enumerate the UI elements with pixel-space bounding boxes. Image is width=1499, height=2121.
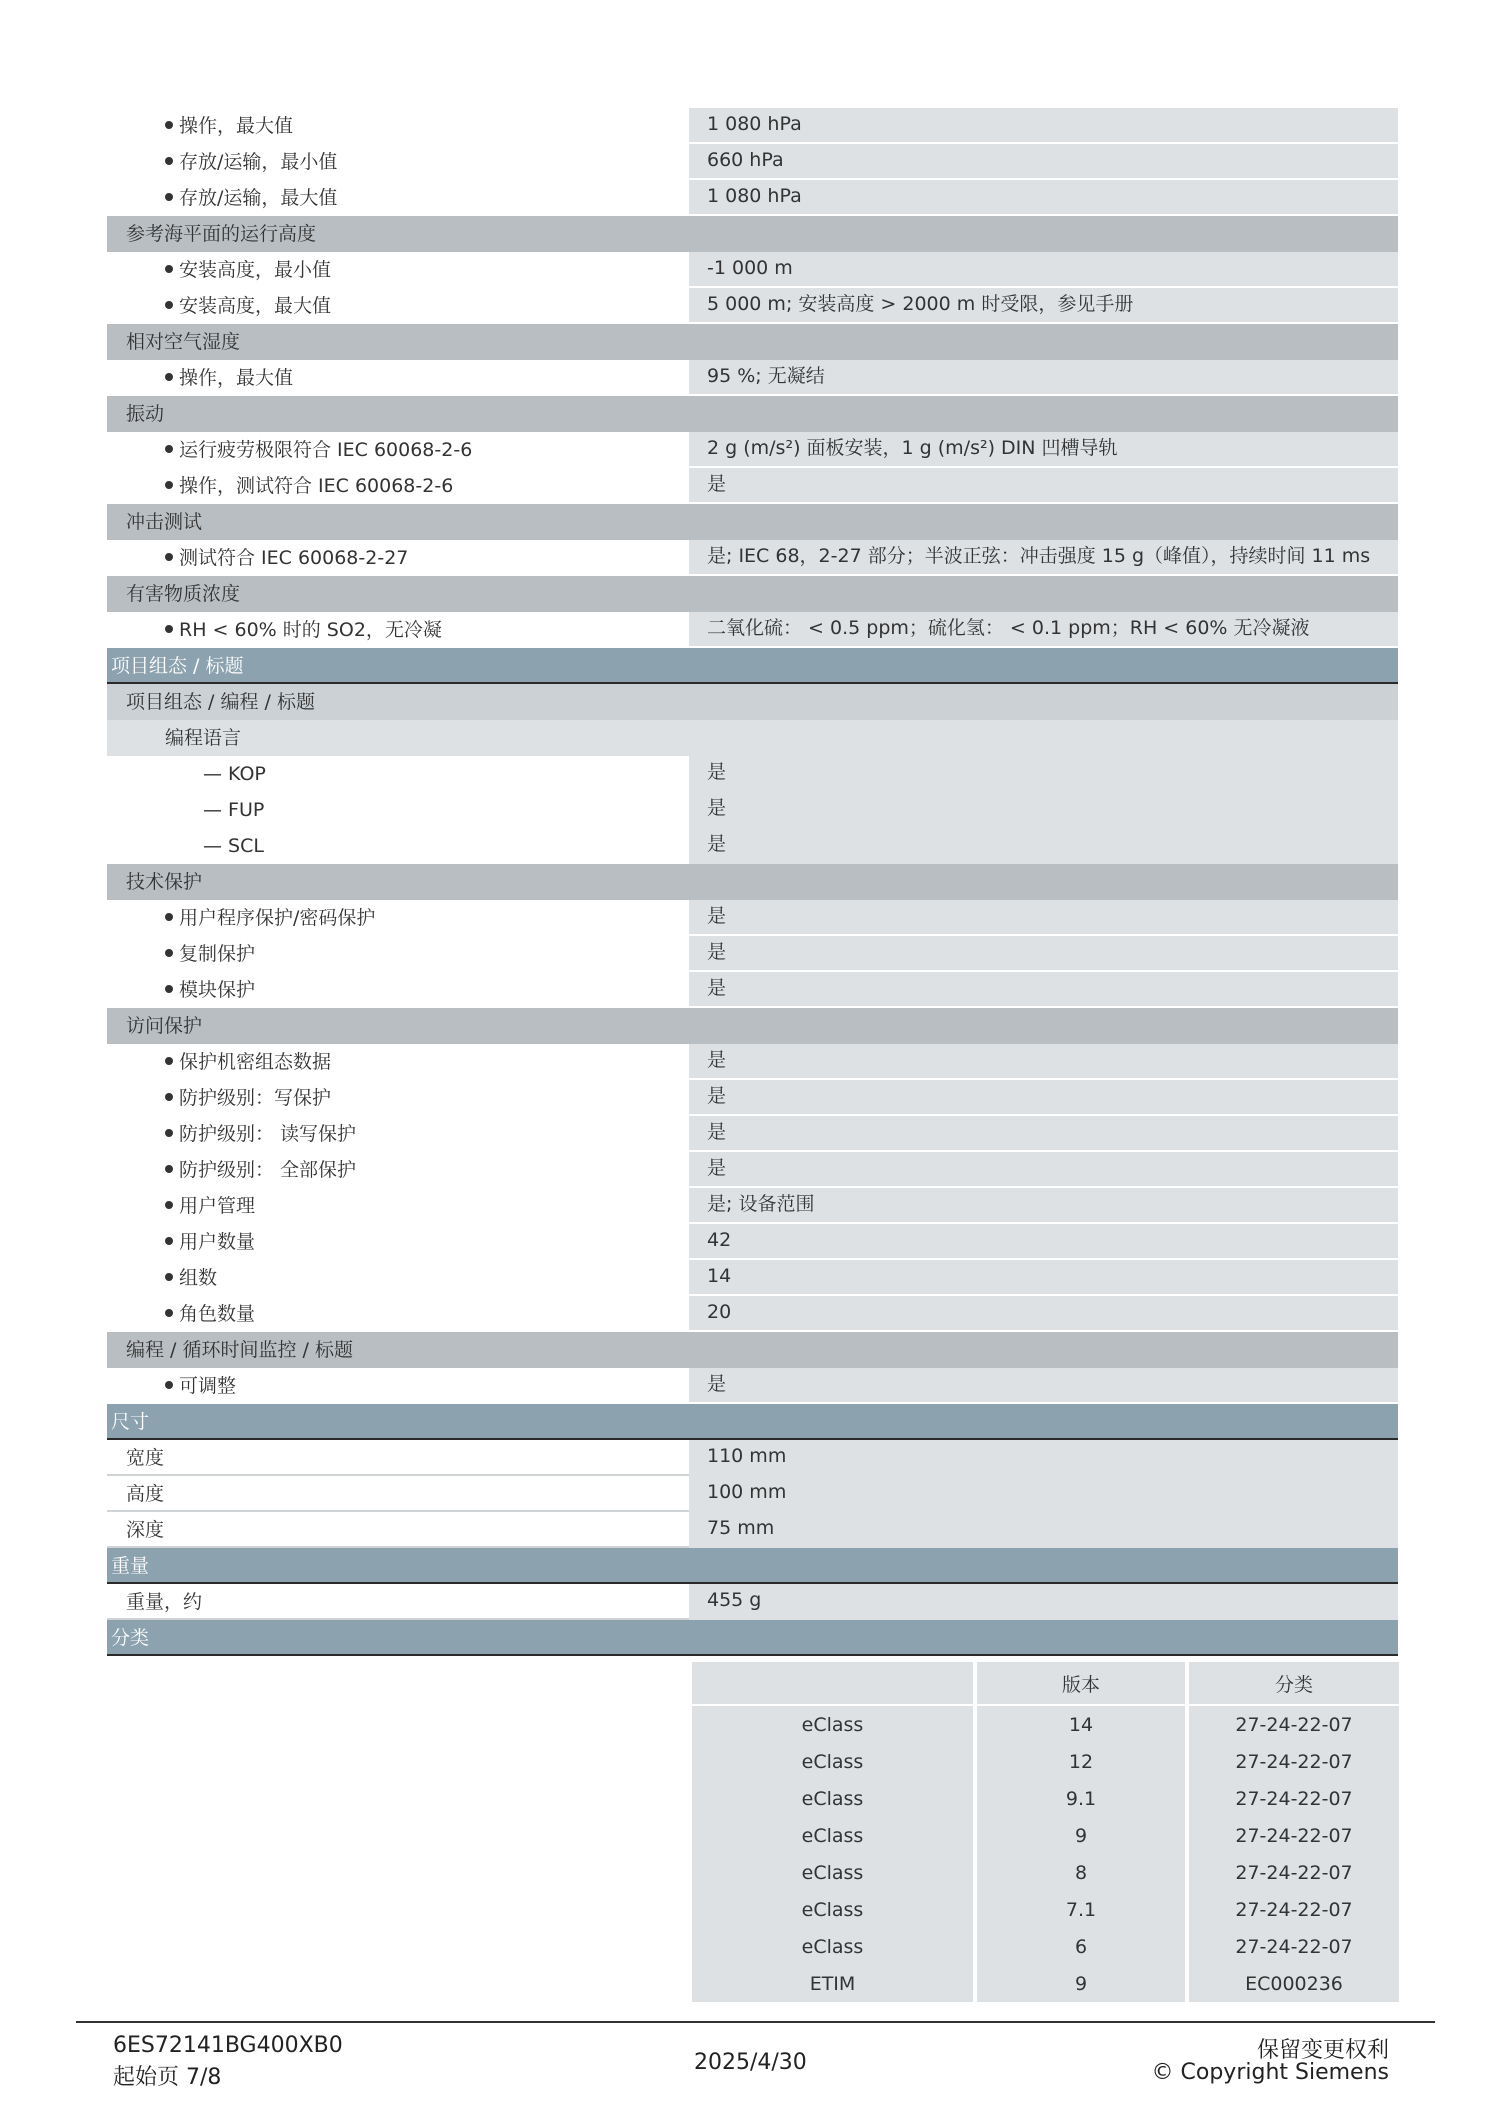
bullet-icon (165, 1129, 173, 1137)
spec-label (107, 648, 1398, 682)
spec-label (107, 828, 689, 864)
classification-header-cell: 分类 (1187, 1662, 1399, 1705)
footer-divider (76, 2021, 1435, 2023)
spec-row (107, 432, 1398, 468)
spec-row (107, 1116, 1398, 1152)
spec-row (107, 144, 1398, 180)
spec-row (107, 972, 1398, 1008)
spec-value: 110 mm (689, 1440, 1398, 1476)
spec-label (107, 1044, 689, 1078)
spec-value: 1 080 hPa (689, 180, 1398, 214)
bullet-icon (165, 625, 173, 633)
bullet-icon (165, 985, 173, 993)
spec-value: 95 %; 无凝结 (689, 360, 1398, 394)
spec-label (107, 144, 689, 178)
section-header (107, 1404, 1398, 1440)
spec-label-text: 用户数量 (179, 1231, 256, 1253)
spec-value: 42 (689, 1224, 1398, 1258)
bullet-icon (165, 1165, 173, 1173)
classification-cell: 27-24-22-07 (1187, 1817, 1399, 1854)
spec-label (107, 756, 689, 792)
classification-cell: 12 (975, 1743, 1187, 1780)
bullet-icon (165, 1309, 173, 1317)
classification-cell: ETIM (692, 1965, 975, 2002)
spec-value: 是 (689, 972, 1398, 1006)
spec-sheet (107, 108, 1398, 1656)
spec-label (107, 180, 689, 214)
spec-label (107, 360, 689, 394)
classification-cell: 8 (975, 1854, 1187, 1891)
classification-cell: 9 (975, 1817, 1187, 1854)
classification-cell: eClass (692, 1817, 975, 1854)
spec-label-text: 振动 (126, 403, 165, 425)
classification-cell: 27-24-22-07 (1187, 1705, 1399, 1743)
spec-label-text: 宽度 (126, 1447, 165, 1469)
spec-row (107, 792, 1398, 828)
spec-row (107, 252, 1398, 288)
section-header (107, 1620, 1398, 1656)
bullet-icon (165, 1381, 173, 1389)
spec-label-text: 运行疲劳极限符合 IEC 60068-2-6 (179, 439, 473, 461)
spec-row (107, 1584, 1398, 1620)
spec-value: 是 (689, 1080, 1398, 1114)
bullet-icon (165, 157, 173, 165)
spec-label (107, 936, 689, 970)
footer-rights: 保留变更权利 (1256, 2038, 1389, 2063)
spec-label-text: 保护机密组态数据 (179, 1051, 332, 1073)
spec-label-text: 测试符合 IEC 60068-2-27 (179, 547, 409, 569)
spec-label (107, 1296, 689, 1330)
classification-cell: 7.1 (975, 1891, 1187, 1928)
bullet-icon (165, 553, 173, 561)
classification-row (692, 1743, 1399, 1780)
spec-row (107, 180, 1398, 216)
group-header (107, 1008, 1398, 1044)
spec-value: 20 (689, 1296, 1398, 1330)
spec-label (107, 324, 1398, 360)
spec-label (107, 1548, 1398, 1582)
spec-value: 1 080 hPa (689, 108, 1398, 142)
spec-label-text: 技术保护 (126, 871, 203, 893)
spec-value: 是 (689, 1044, 1398, 1078)
spec-label-text: 防护级别： 读写保护 (179, 1123, 357, 1145)
spec-value: 二氧化硫： < 0.5 ppm；硫化氢： < 0.1 ppm；RH < 60% 无冷凝液 (689, 612, 1398, 646)
bullet-icon (165, 1057, 173, 1065)
spec-row (107, 936, 1398, 972)
classification-cell: eClass (692, 1743, 975, 1780)
spec-label-text: 参考海平面的运行高度 (126, 223, 317, 245)
spec-label-text: 尺寸 (111, 1411, 150, 1433)
spec-value (689, 720, 1398, 756)
spec-label-text: 重量 (111, 1555, 150, 1577)
spec-label (107, 396, 1398, 432)
group-header (107, 396, 1398, 432)
bullet-icon (165, 373, 173, 381)
spec-label-text: 用户管理 (179, 1195, 256, 1217)
group-header (107, 216, 1398, 252)
classification-cell: 6 (975, 1928, 1187, 1965)
spec-row (107, 1440, 1398, 1476)
spec-label-text: 项目组态 / 编程 / 标题 (126, 691, 315, 713)
spec-label (107, 432, 689, 466)
spec-value: 100 mm (689, 1476, 1398, 1512)
spec-label-text: 有害物质浓度 (126, 583, 241, 605)
classification-header-cell (692, 1662, 975, 1705)
spec-label-text: 角色数量 (179, 1303, 256, 1325)
group-header (107, 684, 1398, 720)
classification-row (692, 1854, 1399, 1891)
bullet-icon (165, 1201, 173, 1209)
classification-cell: eClass (692, 1891, 975, 1928)
spec-row (107, 1296, 1398, 1332)
spec-value: 是; 设备范围 (689, 1188, 1398, 1222)
spec-label-text: — SCL (203, 835, 264, 857)
spec-row (107, 1224, 1398, 1260)
spec-row (107, 468, 1398, 504)
spec-row (107, 1188, 1398, 1224)
footer-page-number: 起始页 7/8 (113, 2065, 222, 2090)
bullet-icon (165, 301, 173, 309)
spec-row (107, 1476, 1398, 1512)
section-header (107, 648, 1398, 684)
spec-label (107, 1116, 689, 1150)
bullet-icon (165, 265, 173, 273)
classification-cell: 27-24-22-07 (1187, 1780, 1399, 1817)
classification-cell: eClass (692, 1928, 975, 1965)
spec-value: 14 (689, 1260, 1398, 1294)
spec-row (107, 612, 1398, 648)
bullet-icon (165, 193, 173, 201)
classification-row (692, 1780, 1399, 1817)
spec-label-text: 存放/运输，最大值 (179, 187, 338, 209)
spec-label (107, 108, 689, 142)
spec-label-text: — KOP (203, 763, 266, 785)
spec-label-text: 项目组态 / 标题 (111, 655, 244, 677)
spec-label-text: 冲击测试 (126, 511, 203, 533)
spec-label (107, 1620, 1398, 1654)
group-header (107, 324, 1398, 360)
spec-value: 是 (689, 468, 1398, 502)
spec-row (107, 540, 1398, 576)
group-header (107, 504, 1398, 540)
bullet-icon (165, 1237, 173, 1245)
classification-cell: EC000236 (1187, 1965, 1399, 2002)
spec-label-text: 编程 / 循环时间监控 / 标题 (126, 1339, 353, 1361)
spec-label (107, 684, 1398, 720)
spec-value: 75 mm (689, 1512, 1398, 1548)
spec-label-text: 访问保护 (126, 1015, 203, 1037)
spec-label (107, 1152, 689, 1186)
classification-cell: 9.1 (975, 1780, 1187, 1817)
classification-row (692, 1705, 1399, 1743)
spec-value: 是 (689, 1368, 1398, 1402)
group-header (107, 720, 1398, 756)
section-header (107, 1548, 1398, 1584)
spec-label (107, 1368, 689, 1402)
spec-row (107, 1260, 1398, 1296)
spec-label (107, 1512, 689, 1548)
spec-label-text: 高度 (126, 1483, 165, 1505)
spec-row (107, 900, 1398, 936)
spec-label-text: 重量，约 (126, 1591, 203, 1613)
bullet-icon (165, 949, 173, 957)
spec-row (107, 108, 1398, 144)
spec-label-text: 编程语言 (165, 727, 242, 749)
spec-label-text: 用户程序保护/密码保护 (179, 907, 376, 929)
spec-label (107, 1584, 689, 1620)
spec-row (107, 1152, 1398, 1188)
classification-row (692, 1965, 1399, 2002)
spec-label-text: 相对空气湿度 (126, 331, 241, 353)
spec-value: 是 (689, 900, 1398, 934)
spec-row (107, 1512, 1398, 1548)
spec-label-text: — FUP (203, 799, 265, 821)
spec-label (107, 792, 689, 828)
spec-label (107, 1440, 689, 1476)
spec-label (107, 252, 689, 286)
spec-label-text: 操作，最大值 (179, 115, 294, 137)
group-header (107, 1332, 1398, 1368)
spec-label-text: 组数 (179, 1267, 218, 1289)
classification-cell: 9 (975, 1965, 1187, 2002)
footer-part-number: 6ES72141BG400XB0 (113, 2033, 343, 2058)
spec-label-text: RH < 60% 时的 SO2，无冷凝 (179, 619, 442, 641)
spec-value: 5 000 m; 安装高度 > 2000 m 时受限，参见手册 (689, 288, 1398, 322)
spec-row (107, 1080, 1398, 1116)
spec-label-text: 深度 (126, 1519, 165, 1541)
classification-cell: eClass (692, 1854, 975, 1891)
spec-label-text: 安装高度，最大值 (179, 295, 332, 317)
spec-row (107, 360, 1398, 396)
spec-value: 455 g (689, 1584, 1398, 1620)
spec-label (107, 1008, 1398, 1044)
footer-copyright: © Copyright Siemens (1151, 2060, 1389, 2085)
spec-label-text: 存放/运输，最小值 (179, 151, 338, 173)
classification-table (692, 1662, 1399, 2002)
group-header (107, 864, 1398, 900)
spec-value: 2 g (m/s²) 面板安装，1 g (m/s²) DIN 凹槽导轨 (689, 432, 1398, 466)
spec-value: 是 (689, 828, 1398, 864)
group-header (107, 576, 1398, 612)
bullet-icon (165, 445, 173, 453)
spec-label (107, 720, 689, 756)
spec-value: 660 hPa (689, 144, 1398, 178)
spec-label (107, 612, 689, 646)
spec-value: -1 000 m (689, 252, 1398, 286)
bullet-icon (165, 481, 173, 489)
spec-label (107, 1080, 689, 1114)
spec-label (107, 504, 1398, 540)
bullet-icon (165, 1093, 173, 1101)
spec-value: 是; IEC 68，2-27 部分；半波正弦：冲击强度 15 g（峰值），持续时间 11 ms (689, 540, 1398, 574)
spec-value: 是 (689, 756, 1398, 792)
classification-header-cell: 版本 (975, 1662, 1187, 1705)
spec-label (107, 468, 689, 502)
spec-label-text: 操作，测试符合 IEC 60068-2-6 (179, 475, 454, 497)
spec-label-text: 防护级别：写保护 (179, 1087, 332, 1109)
spec-label (107, 1260, 689, 1294)
spec-value: 是 (689, 936, 1398, 970)
spec-row (107, 1368, 1398, 1404)
spec-label (107, 216, 1398, 252)
spec-row (107, 828, 1398, 864)
classification-header-row (692, 1662, 1399, 1705)
spec-label-text: 复制保护 (179, 943, 256, 965)
spec-label (107, 1476, 689, 1512)
spec-label (107, 1404, 1398, 1438)
classification-cell: 27-24-22-07 (1187, 1854, 1399, 1891)
classification-cell: eClass (692, 1705, 975, 1743)
spec-value: 是 (689, 1152, 1398, 1186)
classification-row (692, 1891, 1399, 1928)
classification-row (692, 1928, 1399, 1965)
classification-cell: 27-24-22-07 (1187, 1928, 1399, 1965)
spec-label (107, 1332, 1398, 1368)
spec-value: 是 (689, 1116, 1398, 1150)
spec-label (107, 1188, 689, 1222)
spec-label (107, 540, 689, 574)
spec-label (107, 288, 689, 322)
spec-row (107, 1044, 1398, 1080)
bullet-icon (165, 1273, 173, 1281)
spec-row (107, 288, 1398, 324)
classification-cell: eClass (692, 1780, 975, 1817)
spec-label-text: 防护级别： 全部保护 (179, 1159, 357, 1181)
spec-label (107, 972, 689, 1006)
spec-label (107, 1224, 689, 1258)
bullet-icon (165, 121, 173, 129)
classification-row (692, 1817, 1399, 1854)
spec-label-text: 操作，最大值 (179, 367, 294, 389)
spec-label-text: 安装高度，最小值 (179, 259, 332, 281)
footer-date: 2025/4/30 (694, 2050, 807, 2075)
bullet-icon (165, 913, 173, 921)
spec-label-text: 分类 (111, 1627, 150, 1649)
spec-label (107, 576, 1398, 612)
classification-cell: 27-24-22-07 (1187, 1891, 1399, 1928)
classification-cell: 14 (975, 1705, 1187, 1743)
spec-value: 是 (689, 792, 1398, 828)
classification-cell: 27-24-22-07 (1187, 1743, 1399, 1780)
spec-label-text: 可调整 (179, 1375, 237, 1397)
spec-label-text: 模块保护 (179, 979, 256, 1001)
spec-row (107, 756, 1398, 792)
spec-label (107, 900, 689, 934)
spec-label (107, 864, 1398, 900)
